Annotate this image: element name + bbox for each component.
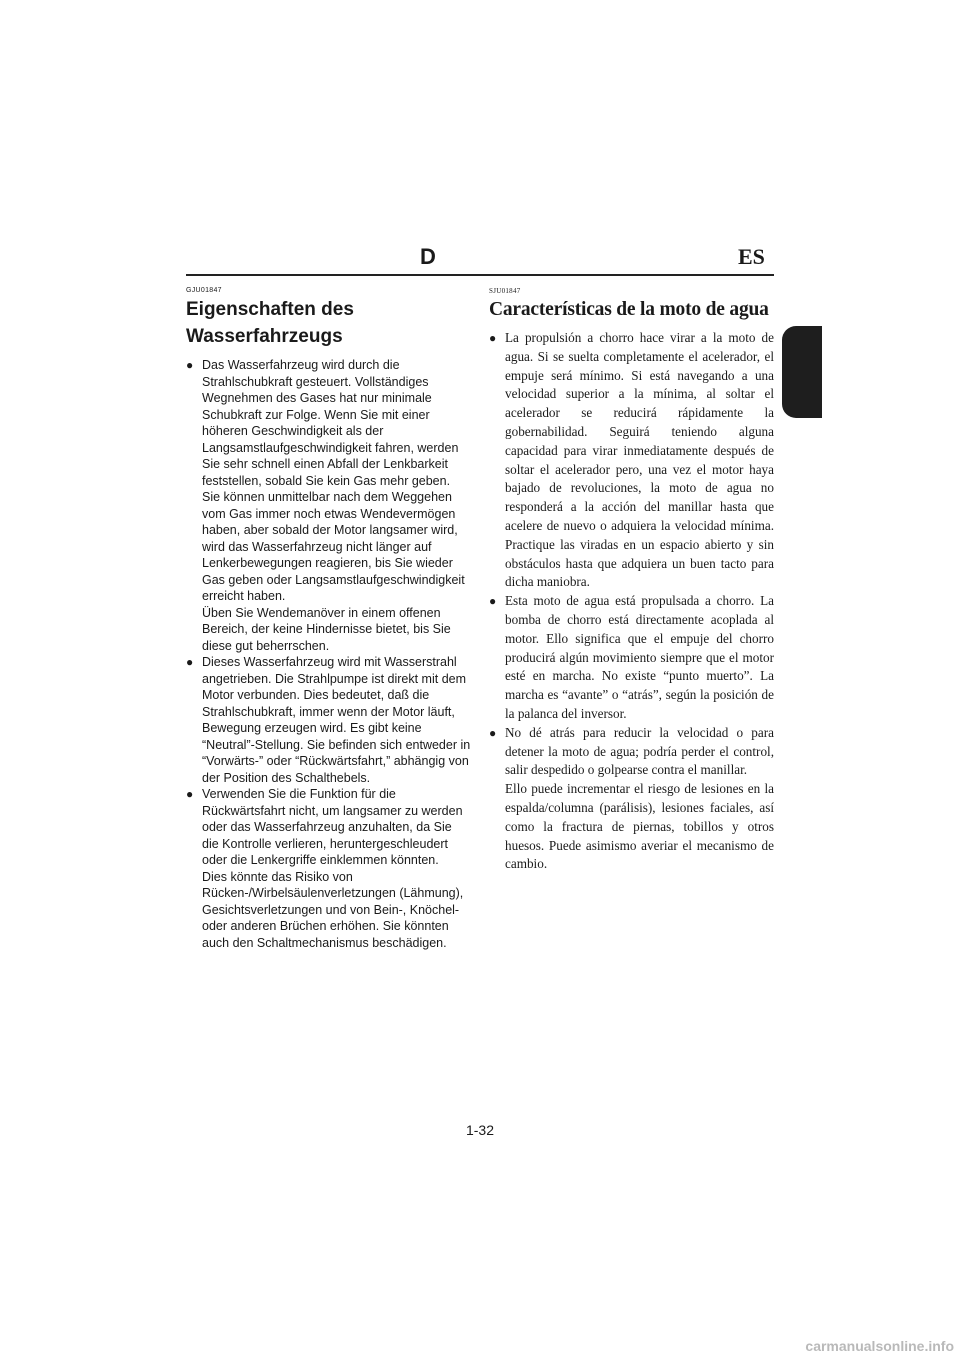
list-item — [186, 654, 471, 786]
bullet-list-es — [489, 329, 774, 874]
list-item — [489, 724, 774, 874]
section-side-tab — [782, 326, 822, 418]
page-number: 1-32 — [465, 1122, 495, 1138]
language-label-spanish: ES — [738, 244, 765, 269]
paragraph: Dies könnte das Risiko von Rücken-/Wirbelsäulenverletzungen (Lähmung), Gesichtsverletzungen und von Bein-, Knöchel- oder anderen Brüchen erhöhen. Sie könnten auch den Schaltmechanismus beschädigen. — [202, 869, 464, 950]
paragraph: Üben Sie Wendemanöver in einem offenen Bereich, der keine Hindernisse bietet, bis Sie diese gut beherrschen. — [202, 605, 451, 653]
list-item — [186, 357, 471, 654]
paragraph: La propulsión a chorro hace virar a la moto de agua. Si se suelta completamente el acelerador, el empuje será mínimo. Si está navegando a una velocidad superior a la mínima, al soltar el acelerador se reducirá rápidamente la gobernabilidad. Seguirá teniendo alguna capacidad para virar inmediatamente después de soltar el acelerador pero, una vez el motor haya bajado de revoluciones, la moto de agua no responderá a la acción del manillar hasta que acelere de nuevo o adquiera la velocidad mínima. Practique las viradas en un espacio abierto y sin obstáculos hasta que adquiera un buen tacto para dicha maniobra. — [505, 330, 774, 590]
section-title-es: Características de la moto de agua — [489, 299, 769, 320]
paragraph: Dieses Wasserfahrzeug wird mit Wasserstrahl angetrieben. Die Strahlpumpe ist direkt mit dem Motor verbunden. Dies bedeutet, daß die Strahlschubkraft, immer wenn der Motor läuft, Bewegung erzeugen wird. Es gibt keine “Neutral”-Stellung. Sie befinden sich entweder in “Vorwärts-” oder “Rückwärtsfahrt,” abhängig von der Position des Schalthebels. — [202, 655, 471, 785]
bullet-list-de — [186, 357, 471, 951]
section-code-es: SJU01847 — [489, 287, 521, 295]
list-item — [489, 592, 774, 724]
section-title-de: Eigenschaften des Wasserfahrzeugs — [186, 299, 354, 347]
language-label-german: D — [420, 244, 436, 269]
paragraph: Das Wasserfahrzeug wird durch die Strahlschubkraft gesteuert. Vollständiges Wegnehmen des Gases hat nur minimale Schubkraft zur Folge. Wenn Sie mit einer höheren Geschwindigkeit als der Langsamstlaufgeschwindigkeit fahren, werden Sie sehr schnell einen Abfall der Lenkbarkeit feststellen, sobald Sie kein Gas mehr geben. Sie können unmittelbar nach dem Weggehen vom Gas immer noch etwas Wendevermögen haben, aber sobald der Motor langsamer wird, wird das Wasserfahrzeug nicht länger auf Lenkerbewegungen reagieren, bis Sie wieder Gas geben oder Langsamstlaufgeschwindigkeit erreicht haben. — [202, 358, 465, 603]
german-column — [186, 287, 471, 951]
list-item — [489, 329, 774, 592]
bullet-icon: ● — [489, 725, 497, 740]
bullet-icon: ● — [186, 358, 194, 372]
bullet-icon: ● — [489, 594, 497, 609]
header-rule — [186, 274, 774, 276]
paragraph: Esta moto de agua está propulsada a chorro. La bomba de chorro está directamente acoplada al motor. Ello significa que el empuje del chorro producirá algún movimiento siempre que el motor esté en marcha. No existe “punto muerto”. La marcha es “avante” o “atrás”, según la posición de la palanca del inversor. — [505, 593, 774, 721]
watermark: carmanualsonline.info — [805, 1338, 954, 1354]
paragraph: No dé atrás para reducir la velocidad o para detener la moto de agua; podría perder el control, salir despedido o golpearse contra el manillar. — [505, 724, 774, 778]
section-code-de: GJU01847 — [186, 287, 222, 294]
list-item — [186, 786, 471, 951]
paragraph: Ello puede incrementar el riesgo de lesiones en la espalda/columna (parálisis), lesiones faciales, así como la fractura de piernas, tobillos y otros huesos. Puede asimismo averiar el mecanismo de cambio. — [505, 781, 774, 872]
paragraph: Verwenden Sie die Funktion für die Rückwärtsfahrt nicht, um langsamer zu werden oder das Wasserfahrzeug anzuhalten, da Sie die Kontrolle verlieren, heruntergeschleudert oder die Lenkergriffe einklemmen könnten. — [202, 787, 463, 867]
spanish-column — [489, 287, 774, 874]
bullet-icon: ● — [186, 787, 194, 801]
bullet-icon: ● — [186, 655, 194, 669]
bullet-icon: ● — [489, 331, 497, 345]
